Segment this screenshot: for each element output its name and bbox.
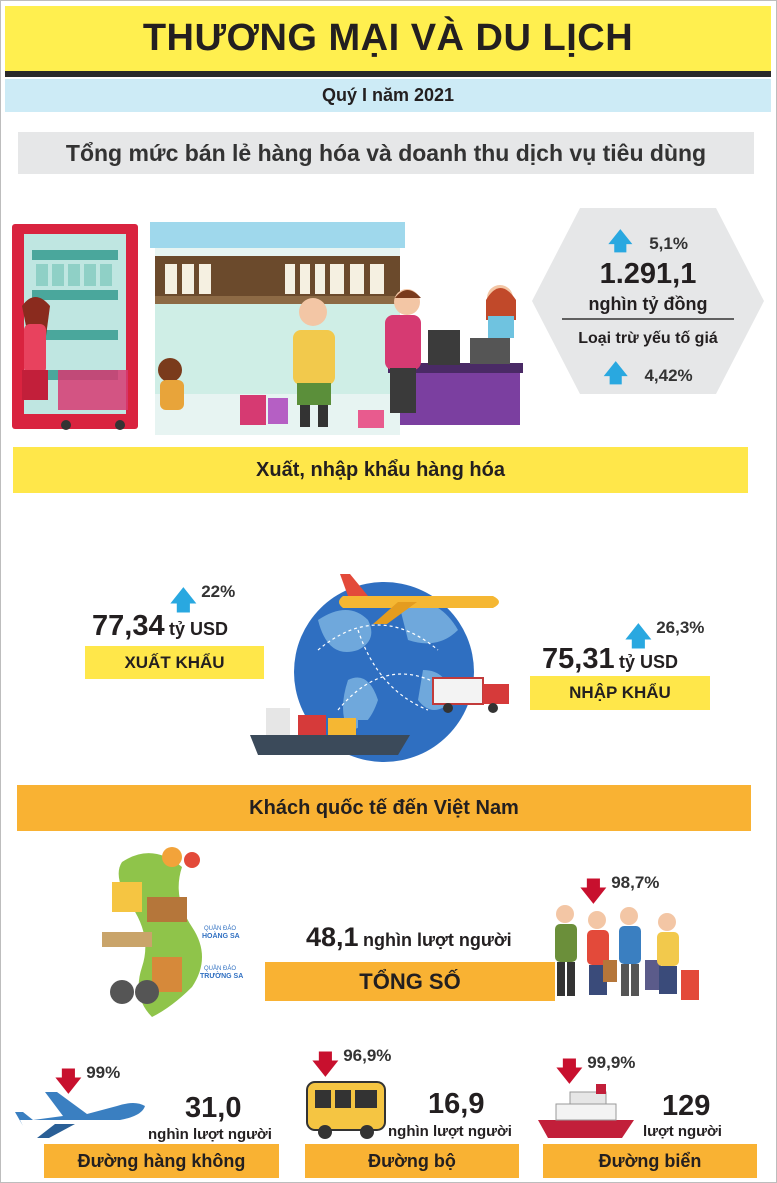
sea-label-band: [543, 1144, 757, 1178]
retail-total-unit: nghìn tỷ đồng: [588, 294, 708, 314]
road-label-band: [305, 1144, 519, 1178]
total-unit: nghìn lượt người: [363, 930, 512, 950]
retail-total-value: 1.291,1: [599, 258, 697, 290]
road-change-value: 96,9%: [343, 1046, 392, 1065]
retail-shop-illustration: [10, 220, 525, 435]
arrow-down-icon: 🡇: [55, 1066, 82, 1096]
import-value: 75,31: [542, 643, 615, 675]
export-value: 77,34: [92, 610, 165, 642]
globe-trade-illustration: [248, 560, 516, 765]
retail-section-title: Tổng mức bán lẻ hàng hóa và doanh thu dịch vụ tiêu dùng: [65, 139, 707, 166]
hoang-sa-label: HOÀNG SA: [202, 933, 240, 940]
export-label: XUẤT KHẨU: [124, 652, 225, 672]
tourists-illustration: [545, 900, 705, 1010]
total-value: 48,1: [306, 922, 359, 952]
visitors-section-title: Khách quốc tế đến Việt Nam: [249, 796, 519, 819]
trade-section-title: Xuất, nhập khẩu hàng hóa: [256, 458, 505, 481]
retail-stats-hexagon: [530, 206, 766, 396]
arrow-up-icon: 🡅: [603, 360, 629, 387]
export-unit: tỷ USD: [169, 619, 229, 639]
arrow-up-icon: 🡅: [608, 228, 633, 255]
sea-value: 129: [662, 1090, 711, 1122]
arrow-up-icon: 🡅: [625, 621, 652, 651]
air-label: Đường hàng không: [77, 1150, 246, 1171]
bus-icon: [305, 1078, 387, 1142]
retail-excl-row: [530, 356, 766, 397]
hoang-sa-prefix: QUẦN ĐẢO: [204, 926, 237, 932]
import-label-band: [530, 676, 710, 710]
trade-section-header: [13, 447, 748, 493]
arrow-down-icon: 🡇: [580, 876, 607, 906]
import-unit: tỷ USD: [619, 652, 679, 672]
period-banner: [5, 79, 771, 112]
sea-label: Đường biển: [598, 1150, 702, 1171]
air-change-value: 99%: [86, 1063, 121, 1082]
import-growth-value: 26,3%: [656, 618, 705, 637]
import-value-row: [542, 643, 678, 676]
total-label: TỔNG SỐ: [359, 968, 461, 994]
air-unit: nghìn lượt người: [148, 1126, 272, 1143]
road-value: 16,9: [428, 1088, 485, 1120]
road-unit: nghìn lượt người: [388, 1123, 512, 1140]
title-banner: [5, 6, 771, 77]
sea-unit: lượt người: [643, 1123, 722, 1140]
airplane-icon: [15, 1090, 145, 1140]
retail-excl-growth: 4,42%: [644, 366, 693, 385]
export-growth-value: 22%: [201, 582, 236, 601]
arrow-down-icon: 🡇: [312, 1049, 339, 1079]
arrow-up-icon: 🡅: [170, 585, 197, 615]
cruise-ship-icon: [536, 1082, 636, 1142]
truong-sa-prefix: QUẦN ĐẢO: [204, 966, 237, 972]
sea-change-value: 99,9%: [587, 1053, 636, 1072]
air-label-band: [44, 1144, 279, 1178]
air-value: 31,0: [185, 1092, 242, 1124]
vietnam-map-illustration: [92, 842, 252, 1022]
page-title: THƯƠNG MẠI VÀ DU LỊCH: [142, 17, 634, 59]
total-change-value: 98,7%: [611, 873, 660, 892]
total-label-band: [265, 962, 555, 1001]
retail-section-header: [18, 132, 754, 174]
import-label: NHẬP KHẨU: [569, 683, 671, 702]
visitors-section-header: [17, 785, 751, 831]
arrow-down-icon: 🡇: [556, 1056, 583, 1086]
export-value-row: [92, 610, 228, 643]
truong-sa-label: TRƯỜNG SA: [200, 973, 244, 980]
retail-excl-label: Loại trừ yếu tố giá: [578, 330, 718, 347]
total-value-row: [306, 922, 512, 953]
retail-growth-value: 5,1%: [649, 234, 688, 253]
export-label-band: [85, 646, 264, 679]
period-label: Quý I năm 2021: [321, 85, 455, 105]
road-label: Đường bộ: [368, 1150, 456, 1171]
